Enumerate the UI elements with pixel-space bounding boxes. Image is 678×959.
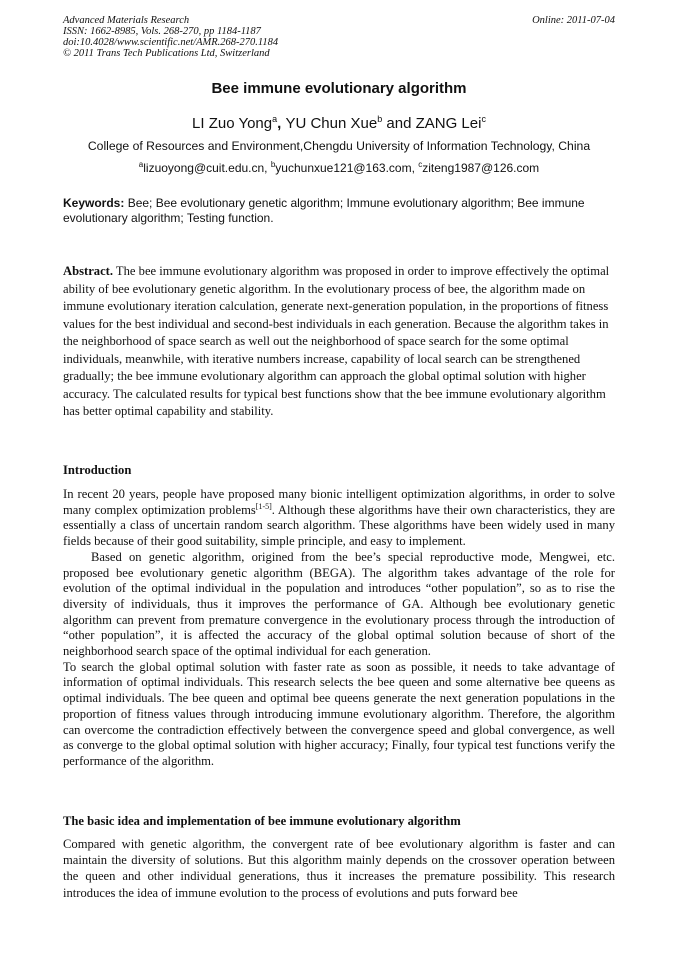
email-address: ziteng1987@126.com (422, 161, 540, 175)
introduction-heading: Introduction (63, 463, 132, 477)
email-superscript: a (138, 160, 144, 169)
email-list (0, 160, 678, 175)
issn-line: ISSN: 1662-8985, Vols. 268-270, pp 1184-1187 (63, 26, 261, 37)
author-superscript: b (377, 114, 383, 124)
citation: [1-5] (255, 501, 272, 511)
paragraph (63, 487, 615, 550)
author-name: LI Zuo Yong (192, 115, 273, 132)
author-separator: , (277, 115, 286, 132)
online-date: Online: 2011-07-04 (532, 15, 615, 26)
introduction-body (63, 487, 615, 770)
paragraph: Compared with genetic algorithm, the convergent rate of bee evolutionary algorithm is faster and can maintain the diversity of solutions. But this algorithm mainly depends on the crossover operation between the queen and other individual generations, thus it increases the premature possibility. This research introduces the idea of immune evolution to the process of evolutions and puts forward bee (63, 837, 615, 900)
abstract-text: The bee immune evolutionary algorithm was proposed in order to improve effectively the optimal ability of bee evolutionary genetic algorithm. In the evolutionary process of bee, the algorithm made on immune evolutionary iteration calculation, generate next-generation population, in the proportions of fitness values for the best individual and second-best individuals in each generation. Because the algorithm takes in the neighborhood of space search as well out the neighborhood of space search for the some optimal individuals, meanwhile, with iterative numbers increase, capability of local search can be strengthened gradually; the bee immune evolutionary algorithm can approach the global optimal solution with higher accuracy. The calculated results for typical best functions show that the bee immune evolutionary algorithm has better optimal capability and stability. (63, 264, 610, 418)
email-superscript: b (270, 160, 276, 169)
author-superscript: a (272, 114, 278, 124)
paragraph-text: . Although these algorithms have their own characteristics, they are essentially a class of uncertain random search algorithm. These algorithms have been widely used in many fields because of their good suitability, simple principle, and easy to implement. (63, 502, 616, 549)
paragraph-text: In recent 20 years, people have proposed many bionic intelligent optimization algorithms, in order to solve many complex optimization problems (63, 487, 615, 517)
email-superscript: c (418, 160, 423, 169)
author-name: YU Chun Xue (285, 115, 378, 132)
doi-line: doi:10.4028/www.scientific.net/AMR.268-270.1184 (63, 37, 279, 48)
author-name: ZANG Lei (415, 115, 482, 132)
abstract-block (63, 263, 615, 421)
section-body (63, 836, 615, 901)
keywords-text: Bee; Bee evolutionary genetic algorithm; Immune evolutionary algorithm; Bee immune evolutionary algorithm; Testing function. (63, 196, 585, 225)
affiliation: College of Resources and Environment,Chengdu University of Information Technology, China (87, 139, 591, 153)
journal-header (63, 15, 615, 59)
author-superscript: c (481, 114, 486, 124)
journal-name: Advanced Materials Research (63, 15, 190, 26)
email-address: lizuoyong@cuit.edu.cn, (143, 161, 271, 175)
abstract-label: Abstract. (63, 264, 114, 278)
copyright-line: © 2011 Trans Tech Publications Ltd, Switzerland (63, 48, 270, 59)
paragraph: Based on genetic algorithm, origined from the bee’s special reproductive mode, Mengwei, etc. proposed bee evolutionary genetic algorithm (BEGA). The algorithm takes advantage of the role for evolution of the optimal individual in the population and introduces “other population”, so as to rise the diversity of individuals, thus it improves the performance of GA. Although bee evolutionary genetic algorithm can prevent from premature convergence in the evolutionary process through the introduction of “other population”, it is affected the accuracy of the global optimal solution because of short of the neighborhood search space of the optimal individual for each generation. (63, 549, 615, 659)
paper-title: Bee immune evolutionary algorithm (211, 80, 467, 97)
author-separator: and (382, 115, 416, 132)
section-heading: The basic idea and implementation of bee immune evolutionary algorithm (63, 814, 461, 828)
keywords-block (63, 196, 617, 226)
email-address: yuchunxue121@163.com, (275, 161, 419, 175)
author-list (0, 114, 678, 132)
keywords-label: Keywords: (63, 196, 125, 210)
paragraph: To search the global optimal solution with faster rate as soon as possible, it needs to take advantage of information of optimal individuals. This research selects the bee queen and some alternative bee queens as optimal individuals. The bee queen and optimal bee queens generate the next generation populations in the proportion of fitness values through introducing immune evolutionary algorithm. Therefore, the algorithm can overcome the contradiction effectively between the convergence speed and global convergence, as well as converge to the global optimal solution with higher accuracy; Finally, four typical test functions verify the performance of the algorithm. (63, 659, 615, 768)
